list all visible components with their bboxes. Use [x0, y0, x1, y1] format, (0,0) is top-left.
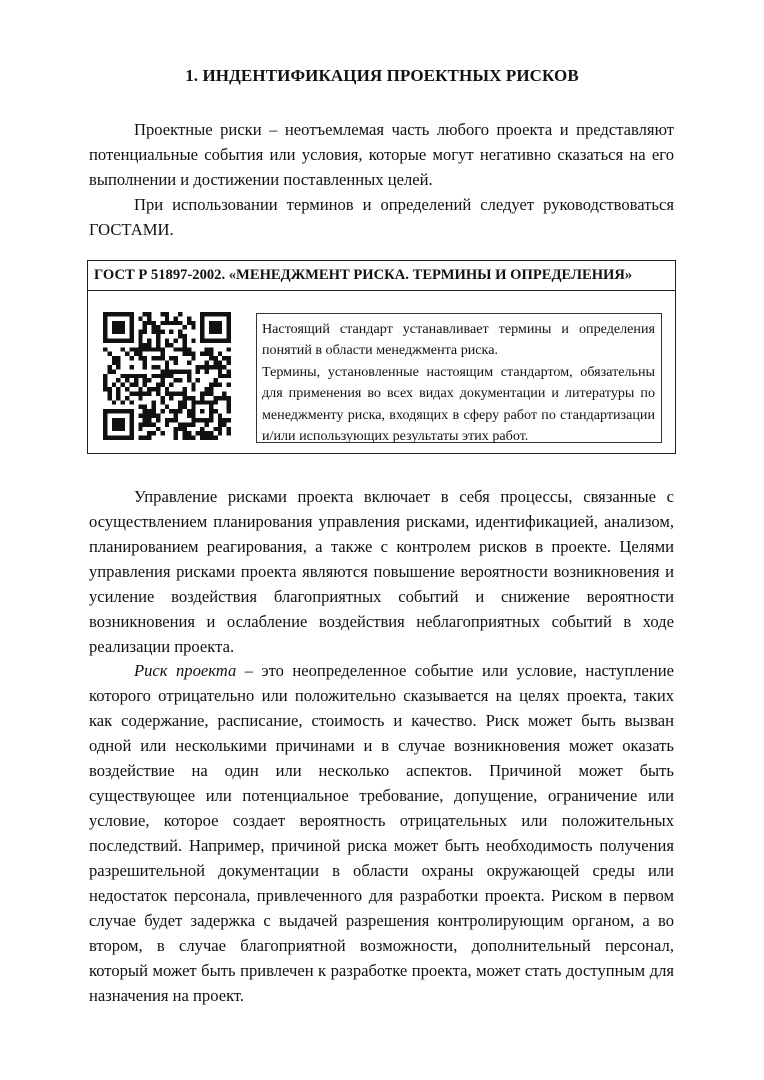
intro-paragraph: Проектные риски – неотъемлемая часть любого проекта и представляют потенциальные события или условия, которые могут негативно сказаться на его выполнении и достижении поставленных целей. — [89, 120, 674, 189]
gost-title: ГОСТ Р 51897-2002. «МЕНЕДЖМЕНТ РИСКА. ТЕРМИНЫ И ОПРЕДЕЛЕНИЯ» — [88, 261, 675, 291]
risk-management-paragraph: Управление рисками проекта включает в себя процессы, связанные с осуществлением планирования управления рисками, идентификацией, анализом, планированием реагирования, а также с контролем рисков в проекте. Целями управления рисками проекта являются повышение вероятности возникновения и усиление воздействия благоприятных событий и снижение вероятности возникновения и ослабление воздействия неблагоприятных событий в ходе реализации проекта. — [89, 487, 674, 656]
guidance-paragraph: При использовании терминов и определений следует руководствоваться ГОСТАМИ. — [89, 195, 674, 239]
gost-description-terms: Термины, установленные настоящим стандартом, обязательны для применения во всех видах документации и литературы по менеджменту риска, входящих в сферу работ по стандартизации и/или использующих результаты этих работ. — [262, 363, 655, 445]
gost-body — [88, 291, 675, 454]
risk-definition-paragraph — [89, 658, 674, 1008]
gost-description-scope: Настоящий стандарт устанавливает термины и определения понятий в области менеджмента риска. — [262, 321, 655, 359]
qr-code-icon[interactable] — [103, 312, 231, 440]
risk-definition-term: Риск проекта — [134, 661, 237, 680]
gost-description — [256, 313, 662, 443]
risk-definition-text: – это неопределенное событие или условие, наступление которого отрицательно или положительно сказывается на целях проекта, таких как содержание, расписание, стоимость и качество. Риск может быть вызван одной или несколькими причинами и в случае возникновения может оказать воздействие на один или несколько аспектов. Причиной может быть существующее или потенциальное требование, допущение, ограничение или условие, которое создает вероятность отрицательных или положительных последствий. Например, причиной риска может быть необходимость получения разрешительной документации в области охраны окружающей среды или недостаток персонала, привлеченного для разработки проекта. Риском в первом случае будет задержка с выдачей разрешения контролирующим органом, а во втором, в случае благоприятной возможности, дополнительный персонал, который может быть привлечен к разработке проекта, может стать доступным для назначения на проект. — [89, 661, 674, 1005]
page-heading: 1. ИНДЕНТИФИКАЦИЯ ПРОЕКТНЫХ РИСКОВ — [185, 66, 579, 85]
gost-reference-box — [87, 260, 676, 454]
